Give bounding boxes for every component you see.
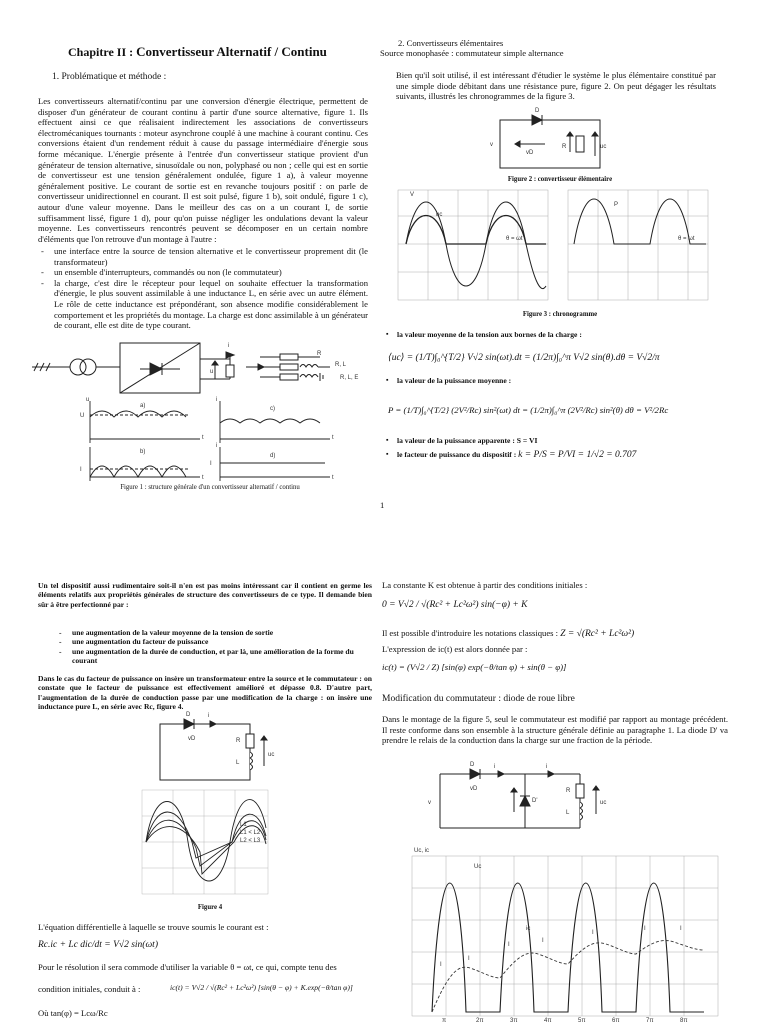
fig5-i: i [494,764,496,770]
intro-paragraph: Les convertisseurs alternatif/continu par une conversion d'énergie électrique, permettent de disposer d'un générateur de courant continu à partir d'une source alternative, figure 1. Ils effectuent ainsi ce que réalisaient indirectement les associations de convertisseurs électromécaniques tournants : moteur asynchrone couplé à une machine à courant continu. Ces conversions étaient d'un rendement réduit à cause du passage intermédiaire d'énergie sous forme mécanique. L'énergie présente à l'entrée d'un convertisseur statique provient d'un générateur de tension alternative, sinusoïdale ou non, polyphasé ou non ; celle qui est en sortie de convertisseur est une tension généralement ondulée, figure 1 a), à valeur moyenne généralement positive. Le courant de sortie est en revanche toujours positif : on parle de convertisseur unidirectionnel en courant. Il est soit pulsé, figure 1 b), soit ondulé, figure 1 c), autour d'une valeur moyenne. Dans le meilleur des cas on a un courant I, de sortie suffisamment lissé, figure 1 d), pour qu'on puisse négliger les ondulations devant la valeur moyenne. Les convertisseurs rencontrés peuvent se décomposer en un certain nombre d'éléments que l'on retrouve d'un montage à l'autre : [38,96,368,244]
section-heading-1: 1. Problématique et méthode : [52,72,167,82]
label-a: a) [140,403,146,409]
level-I-d: I [210,461,212,467]
diode-icon [184,719,194,729]
expression-text: L'expression de ic(t) est alors donnée par : [382,644,528,654]
notation-text [382,628,716,640]
fig6-uc-label: Uc [474,864,482,870]
fig6-tick-label: 5π [578,1018,586,1024]
fig6-I-2: I [468,956,470,962]
results-list-2 [384,376,714,390]
axis-u-a: u [86,397,90,403]
fig6-tick-label: 4π [544,1018,552,1024]
equation-ic: ic(t) = (V√2 / Z) [sin(φ) exp(−θ/tan φ) + sin(θ − φ)] [382,662,567,672]
fig1-load-rle: R, L, E [340,375,359,381]
equation-differential: Rc.ic + Lc dic/dt = V√2 sin(ωt) [38,940,158,950]
fig6-I-6: I [644,926,646,932]
fig6-I-1: I [440,962,442,968]
fig6-ic-label: ic [526,926,531,932]
result-power-factor-label: le facteur de puissance du dispositif : [397,450,517,460]
fig6-title: Uc, ic [414,848,429,854]
inductor-icon [580,802,583,820]
figure-4-plot [140,788,270,898]
fig3-grid-right [568,190,708,300]
axis-t-a: t [202,435,204,441]
axis-i-d: i [216,443,218,449]
equation-mean-power: P = (1/T)∫₀^{T/2} (2V²/Rc) sin²(ωt) dt = (1/2π)∫₀^π (2V²/Rc) sin²(θ) dθ = V²/2Rc [388,405,669,415]
axis-t-b: t [202,475,204,481]
fig6-tick-label: π [442,1018,447,1024]
equation-Z: Z = √(Rc² + Lc²ω²) [560,629,635,639]
resistor-icon [246,734,254,748]
inductor-icon [250,752,253,770]
list-item: - une augmentation de la durée de conduction, et par là, une amélioration de la forme du courant [56,647,372,666]
rudimentary-paragraph: Un tel dispositif aussi rudimentaire soit-il n'en est pas moins intéressant car il contient en germe les éléments relatifs aux propriétés générales de structure des convertisseurs de ce type. Il demande bien sûr à être perfectionné par : [38,581,372,609]
fig2-D: D [535,108,540,114]
equation-solution: ic(t) = V√2 / √(Rc² + Lc²ω²) [sin(θ − φ) + K.exp(−θ/tan φ)] [170,983,353,992]
fig2-vD: vD [526,150,534,156]
fig4-L: L [236,760,240,766]
diff-eq-intro: L'équation différentielle à laquelle se trouve soumis le courant est : [38,922,269,932]
waveform-c-ondulated [220,419,320,423]
subsection-heading: Source monophasée : commutateur simple alternance [380,48,564,58]
converter-box [120,343,230,393]
fig4-i: i [208,713,210,719]
fig4-L3-label: L2 < L3 [240,838,261,844]
fig6-I-7: I [680,926,682,932]
fig5-D: D [470,762,475,768]
fig3-axis-label-right: θ = ωt [678,236,695,242]
fig5-R: R [566,788,571,794]
list-item: - la charge, c'est dire le récepteur pour lequel on souhaite effectuer la transformation d'énergie, le plus souvent assimilable à une inductance L, en série avec un autre élément. Le rôle de cette inductance est prépondérant, son absence modifie considérablement le comportement et les propriétés du montage. La charge est donc assimilable à un générateur de courant, elle est dite de type courant. [38,278,368,331]
figure-5-circuit [420,762,610,834]
fig4-L2-label: L1 < L2 [240,830,261,836]
fig2-uc: uc [600,144,607,150]
result-mean-voltage: ▪ la valeur moyenne de la tension aux bornes de la charge : [384,330,714,339]
fig6-tick-labels [442,1018,687,1024]
notation-label: Il est possible d'introduire les notations classiques : [382,628,559,638]
fig1-load-r: R [317,351,322,357]
page-number: 1 [380,500,385,510]
fig2-R: R [562,144,567,150]
elementary-paragraph: Bien qu'il soit utilisé, il est intéressant d'étudier le système le plus élémentaire constitué par une simple diode débitant dans une résistance pure, figure 2. On peut dégager les résultats suivants, illustrés les chronogrammes de la figure 3. [396,70,716,102]
result-power-factor [384,450,714,460]
figure-4-caption: Figure 4 [197,904,223,911]
results-list [384,330,714,344]
fig6-tick-label: 3π [510,1018,518,1024]
axis-t-d: t [332,475,334,481]
figure-6-plot [408,846,724,1022]
resolution-text: Pour le résolution il sera commode d'utiliser la variable θ = ωt, ce qui, compte tenu des [38,962,337,972]
list-item: - une augmentation du facteur de puissance [56,637,372,646]
waveform-b-pulsed [90,466,186,477]
axis-t-c: t [332,435,334,441]
equation-K: 0 = V√2 / √(Rc² + Lc²ω²) sin(−φ) + K [382,600,528,610]
freewheel-paragraph: Dans le montage de la figure 5, seul le commutateur est modifié par rapport au montage précédent. Il reste conforme dans son ensemble à la structure générale définie au paragraphe 1. La diode D' va prendre le relais de la conduction dans la charge sur une fraction de la période. [382,714,728,746]
fig6-tick-label: 6π [612,1018,620,1024]
figure-1-caption: Figure 1 : structure générale d'un convertisseur alternatif / continu [120,484,300,491]
result-apparent-power: ▪ la valeur de la puissance apparente : S = VI [384,436,714,445]
result-mean-power: ▪ la valeur de la puissance moyenne : [384,376,714,385]
fig6-I-5: I [592,930,594,936]
constant-K-text: La constante K est obtenue à partir des conditions initiales : [382,580,588,590]
fig5-vD: vD [470,786,478,792]
figure-3-chronograms [388,186,718,304]
chapter-title [68,44,368,60]
waveform-a-ripple [90,411,186,417]
fig5-uc: uc [600,800,607,806]
tan-phi-definition: Où tan(φ) = Lcω/Rc [38,1008,108,1018]
equation-power-factor: k = P/S = P/VI = 1/√2 = 0.707 [518,450,637,461]
load-resistor [212,352,234,379]
fig6-I-3: I [508,942,510,948]
label-b: b) [140,449,146,455]
fig3-p-label: P [614,202,619,208]
initial-conditions-text: condition initiales, conduit à : [38,984,141,994]
fig4-vD: vD [188,736,196,742]
fig4-R: R [236,738,241,744]
figure-3-caption: Figure 3 : chronogramme [522,311,598,318]
fig6-tick-label: 7π [646,1018,654,1024]
list-item: - une interface entre la source de tension alternative et le convertisseur proprement dit (le transformateur) [38,246,368,267]
figure-4-circuit [150,714,280,784]
label-c: c) [270,406,275,412]
figure-2-circuit [490,108,620,176]
component-list [38,246,368,331]
fig6-tick-label: 2π [476,1018,484,1024]
level-I-b: I [80,467,82,473]
resistor-icon [576,136,584,152]
fig1-load-rl: R, L [335,362,347,368]
power-factor-paragraph: Dans le cas du facteur de puissance on insère un transformateur entre la source et le commutateur : on constate que le facteur de puissance est effectivement amélioré et dépasse 0.8. D'autre part, l'augmentation de la durée de conduction passe par une modification de la charge : on insère une inductance pure L, en série avec Rc, figure 4. [38,674,372,712]
fig5-i-load: i [546,764,548,770]
fig4-uc: uc [268,752,275,758]
fig4-L1-label: L1 [240,822,247,828]
improvement-list [56,628,372,666]
load-options [246,354,330,381]
results-list-3 [384,436,714,466]
axis-i-c: i [216,397,218,403]
fig1-i-label: i [228,343,230,349]
fig6-uc-rectified [432,883,704,1012]
label-d: d) [270,453,276,459]
chapter-name: Convertisseur Alternatif / Continu [136,44,327,59]
chapter-prefix: Chapitre II : [68,45,137,59]
fig1-u-label: u [210,369,214,375]
figure-2-caption: Figure 2 : convertisseur élémentaire [507,176,613,183]
fig3-uc-halfwave [406,216,546,245]
freewheel-heading: Modification du commutateur : diode de roue libre [382,694,575,704]
section-heading-2: 2. Convertisseurs élémentaires [398,38,504,48]
equation-mean-voltage: ⟨uc⟩ = (1/T)∫₀^{T/2} V√2 sin(ωt).dt = (1/2π)∫₀^π V√2 sin(θ).dθ = V√2/π [388,353,660,363]
transformer-icon [32,359,120,375]
list-item: - une augmentation de la valeur moyenne de la tension de sortie [56,628,372,637]
list-item: - un ensemble d'interrupteurs, commandés ou non (le commutateur) [38,267,368,278]
fig4-D: D [186,712,191,718]
fig3-v-label: V [410,192,415,198]
fig5-v: v [428,800,431,806]
diode-icon [532,115,542,125]
freewheel-diode-icon [520,796,530,806]
fig3-axis-label-left: θ = ωt [506,236,523,242]
fig6-I-4: I [542,938,544,944]
fig3-uc-label: uc [436,212,443,218]
resistor-icon [576,784,584,798]
fig6-tick-label: 8π [680,1018,688,1024]
fig5-L: L [566,810,570,816]
fig2-v: v [490,142,493,148]
figure-1-diagram [30,335,370,485]
level-U: U [80,413,85,419]
diode-icon [470,769,480,779]
fig3-grid-left [398,190,548,300]
fig5-D-prime: D' [532,798,538,804]
